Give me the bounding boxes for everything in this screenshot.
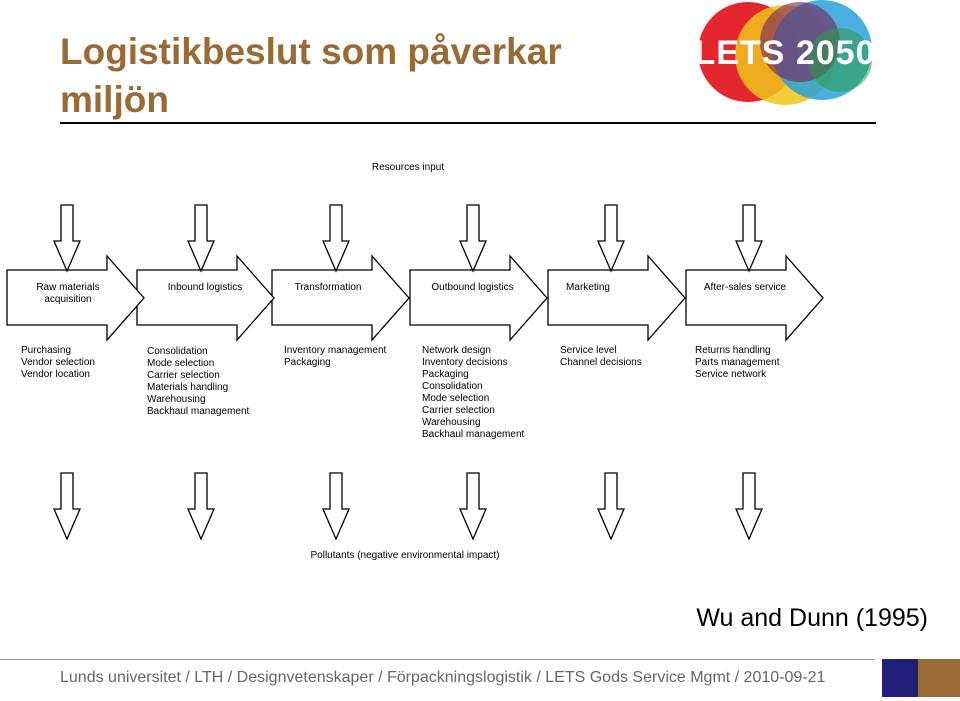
decision-item: Purchasing [21, 345, 72, 356]
stage-label-after-sales: After-sales service [703, 282, 787, 293]
stage-label-outbound-logistics: Outbound logistics [431, 282, 514, 293]
stage-label-transformation: Transformation [294, 282, 362, 293]
decision-item: Backhaul management [147, 406, 250, 417]
decision-item: Returns handling [695, 345, 771, 356]
pollutant-output-arrow [323, 473, 349, 539]
decision-item: Consolidation [147, 346, 208, 357]
decision-item: Service level [560, 345, 617, 356]
decision-item: Warehousing [147, 394, 206, 405]
footer-text: Lunds universitet / LTH / Designvetenskaper / Förpackningslogistik / LETS Gods Service Mgmt / 2010-09-21 [60, 669, 826, 686]
decision-list-transformation [284, 345, 409, 369]
resources-input-label: Resources input [371, 162, 445, 173]
footer-navy-square [882, 659, 918, 697]
stage-label-raw-materials: Raw materials acquisition [36, 282, 100, 305]
decision-item: Mode selection [147, 358, 215, 369]
decision-item: Parts management [695, 357, 780, 368]
pollutant-output-arrow [460, 473, 486, 539]
stage-arrow [686, 256, 823, 340]
decision-item: Channel decisions [560, 357, 642, 368]
decision-item: Mode selection [422, 393, 490, 404]
decision-list-inbound-logistics [147, 346, 272, 418]
resource-input-arrow [460, 205, 486, 271]
pollutants-label: Pollutants (negative environmental impact) [310, 550, 500, 561]
decision-item: Vendor location [21, 369, 90, 380]
pollutant-output-arrow [54, 473, 80, 539]
stage-arrow [272, 256, 409, 340]
decision-list-outbound-logistics [422, 345, 547, 441]
stage-label-marketing: Marketing [566, 282, 610, 293]
footer-divider [0, 659, 875, 660]
decision-item: Network design [422, 345, 491, 356]
pollutant-output-arrow [598, 473, 624, 539]
decision-list-raw-materials [21, 345, 136, 381]
decision-item: Backhaul management [422, 429, 525, 440]
page-title: Logistikbeslut som påverkar miljön [60, 31, 562, 120]
stage-arrow [548, 256, 685, 340]
decision-item: Packaging [284, 357, 331, 368]
stage-label-inbound-logistics: Inbound logistics [167, 282, 243, 293]
decision-item: Vendor selection [21, 357, 95, 368]
decision-item: Service network [695, 369, 767, 380]
footer-brown-square [918, 659, 960, 697]
resource-input-arrow [323, 205, 349, 271]
decision-item: Materials handling [147, 382, 229, 393]
resource-input-arrow [188, 205, 214, 271]
decision-list-after-sales [695, 345, 810, 381]
citation: Wu and Dunn (1995) [696, 604, 928, 632]
decision-list-marketing [560, 345, 670, 369]
stage-arrow [137, 256, 274, 340]
decision-item: Packaging [422, 369, 469, 380]
decision-item: Carrier selection [422, 405, 495, 416]
resource-input-arrow [598, 205, 624, 271]
resource-input-arrow [736, 205, 762, 271]
pollutant-output-arrow [188, 473, 214, 539]
decision-item: Warehousing [422, 417, 481, 428]
decision-item: Inventory decisions [422, 357, 508, 368]
resource-input-arrow [54, 205, 80, 271]
pollutant-output-arrow [736, 473, 762, 539]
decision-item: Consolidation [422, 381, 483, 392]
stage-arrow [410, 256, 547, 340]
svg-text:LETS 2050: LETS 2050 [694, 34, 876, 72]
decision-item: Inventory management [284, 345, 387, 356]
decision-item: Carrier selection [147, 370, 220, 381]
